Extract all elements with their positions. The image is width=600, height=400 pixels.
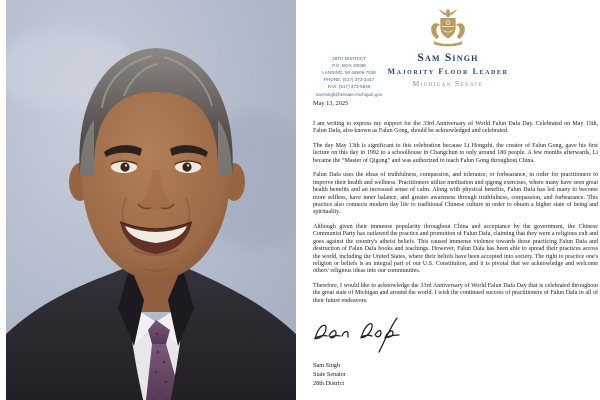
contact-email: samsingh@senate.michigan.gov <box>315 91 383 97</box>
paragraph-principles: Falun Dafa uses the ideas of truthfulness, compassion, and tolerance, or forbearance, in order for practitioners to improve their health and wellness. Practitioners utilize meditation and qigong exercises, where many have seen great health benefits and an increased sense of calm. Along with physical benefits, Falun Dafa has led many to become more selfless, have inner balance, and greater awareness through truthfulness, compassion, and forbearance. This practice also connects modern day life to traditional Chinese culture in order to obtain a higher state of being and spirituality. <box>313 172 598 216</box>
letterhead-contact-block <box>308 55 390 98</box>
closing-block <box>313 362 346 389</box>
signature-script <box>309 314 419 354</box>
contact-phone: PHONE: (517) 373-3447 <box>323 77 375 83</box>
michigan-coat-of-arms-icon <box>425 5 471 51</box>
closing-name: Sam Singh <box>313 362 340 369</box>
paragraph-history: The day May 13th is significant to this celebration because Li Hongzhi, the creator of Falun Gong, gave his first lecture on this day in 1992 to a schoolhouse in Changchun to only around 180 people. A few months afterwards, Li became the “Master of Qigong” and was authorized to teach Falun Gong throughout China. <box>313 142 598 164</box>
letter-body <box>313 121 598 312</box>
letterhead-title: Majority Floor Leader <box>387 67 509 76</box>
closing-title: State Senator <box>313 370 346 378</box>
closing-district: 28th District <box>313 379 345 387</box>
letterhead-chamber: Michigan Senate <box>412 79 484 88</box>
portrait-photo <box>6 0 296 400</box>
letter-page <box>296 0 600 400</box>
contact-fax: FAX: (517) 373-5849 <box>327 84 371 90</box>
letter-date: May 13, 2025 <box>313 100 349 107</box>
letterhead-name: Sam Singh <box>417 52 479 64</box>
portrait-illustration <box>6 0 296 400</box>
paragraph-conclusion: Therefore, I would like to acknowledge the 33rd Anniversary of World Falun Dafa Day that is celebrated throughout the great state of Michigan and around the world. I wish the continued success of practitioners of Falun Dafa in all of their future endeavors. <box>313 282 598 304</box>
contact-city: LANSING, MI 48909-7536 <box>322 70 376 76</box>
paragraph-intro: I am writing to express my support for the 33rd Anniversary of World Falun Dafa Day. Celebrated on May 13th, Falun Dafa, also known as Falun Gong, should be acknowledged and celebrated. <box>313 121 598 135</box>
paragraph-persecution: Although given their immense popularity throughout China and acceptance by the government, the Chinese Communist Party has outlawed the practice and promotion of Falun Dafa, claiming that they were a religious cult and goes against the country's atheist beliefs. This caused immense violence towards those practicing Falun Dafa and destruction of Falun Dafa books and teachings. However, Falun Dafa has been able to spread their practices across the world, including the United States, where their beliefs have been accepted into society. The right to practice one's religion or beliefs is an integral part of our U.S. Constitution, and it is pivotal that we acknowledge and welcome others' religious ideas into our communities. <box>313 223 598 275</box>
contact-district: 28TH DISTRICT <box>332 56 366 61</box>
contact-pobox: P.O. BOX 30036 <box>332 63 366 69</box>
